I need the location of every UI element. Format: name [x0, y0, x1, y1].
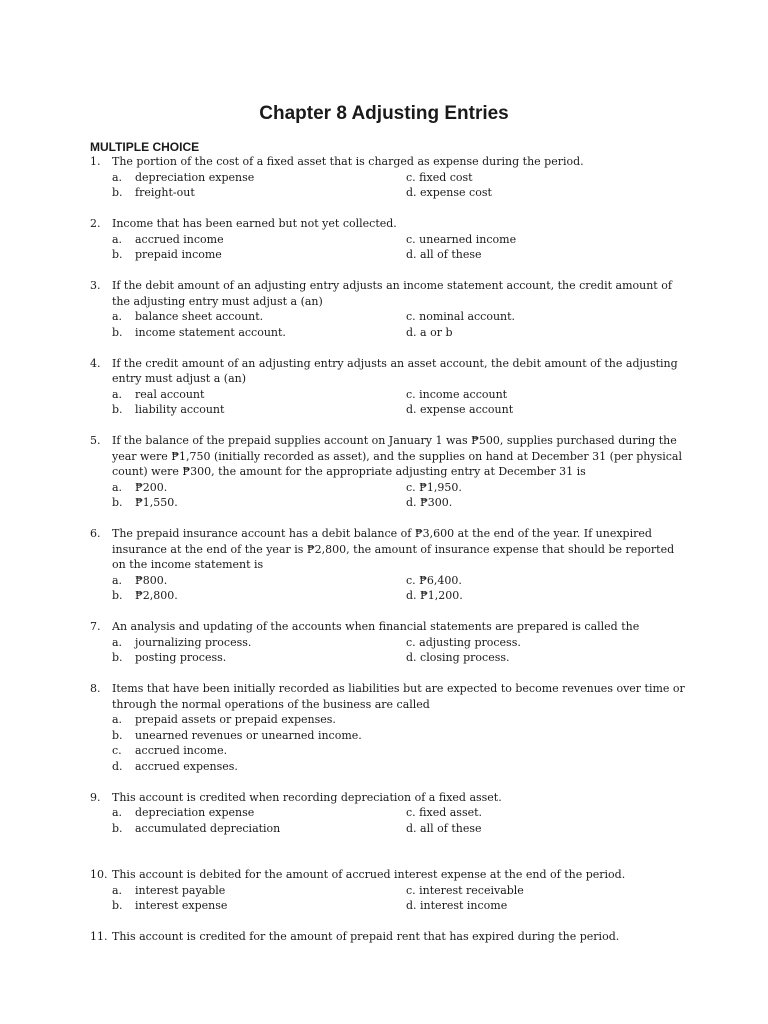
question-1	[90, 154, 690, 201]
choices	[90, 805, 690, 836]
choice-c: c. unearned income	[406, 232, 517, 246]
question-number: 9.	[90, 790, 101, 804]
choices	[90, 170, 690, 201]
choice-d: d. expense cost	[406, 186, 492, 199]
question-8	[90, 681, 690, 774]
choice-c: c. nominal account.	[406, 310, 516, 323]
choice-b: b. posting process.	[112, 651, 227, 664]
question-number: 11.	[90, 930, 108, 943]
choice-b: b. liability account	[112, 403, 225, 416]
choice-d: d. closing process.	[406, 651, 510, 664]
question-number: 8.	[90, 682, 101, 695]
choice-c: c. ₱6,400.	[406, 573, 462, 587]
choice-a: a. depreciation expense	[112, 806, 255, 819]
choice-a: a. journalizing process.	[112, 635, 252, 649]
question-number: 10.	[90, 868, 108, 881]
question-9	[90, 790, 690, 837]
choices	[90, 573, 690, 604]
choice-a: a. prepaid assets or prepaid expenses.	[112, 713, 336, 726]
question-stem: The portion of the cost of a fixed asset that is charged as expense during the period.	[112, 155, 584, 168]
question-number: 3.	[90, 279, 101, 292]
choice-d: d. interest income	[406, 899, 508, 912]
question-stem: An analysis and updating of the accounts when financial statements are prepared is called the	[112, 620, 640, 633]
choice-b: b. interest expense	[112, 899, 228, 912]
question-stem: If the credit amount of an adjusting entry adjusts an asset account, the debit amount of the adjusting entry must adjust a (an)	[112, 356, 678, 385]
question-number: 4.	[90, 356, 101, 370]
choice-c: c. fixed cost	[406, 170, 473, 184]
choice-d: d. a or b	[406, 325, 453, 339]
choice-c: c. income account	[406, 387, 508, 401]
question-3	[90, 278, 690, 340]
choice-b: b. ₱1,550.	[112, 496, 178, 509]
question-11	[90, 929, 690, 945]
choices	[90, 309, 690, 340]
question-6	[90, 526, 690, 604]
question-7	[90, 619, 690, 666]
choices	[90, 635, 690, 666]
question-number: 1.	[90, 155, 101, 168]
choice-a: a. real account	[112, 387, 205, 401]
choices	[90, 387, 690, 418]
choices	[90, 883, 690, 914]
question-stem: If the debit amount of an adjusting entry adjusts an income statement account, the credit amount of the adjusting entry must adjust a (an)	[112, 279, 672, 308]
choice-d: d. all of these	[406, 821, 482, 835]
choice-a: a. ₱200.	[112, 480, 168, 494]
question-stem: If the balance of the prepaid supplies account on January 1 was ₱500, supplies purchased during the year were ₱1,750 (initially recorded as asset), and the supplies on hand at December 31 (per physical count) were ₱300, the amount for the appropriate adjusting entry at December 31 is	[112, 434, 683, 478]
question-stem: Income that has been earned but not yet collected.	[112, 217, 397, 230]
section-heading: MULTIPLE CHOICE	[90, 140, 200, 154]
choice-a: a. accrued income	[112, 232, 224, 246]
document-title: Chapter 8 Adjusting Entries	[259, 103, 509, 124]
choice-b: b. ₱2,800.	[112, 589, 178, 602]
choice-a: a. depreciation expense	[112, 170, 255, 184]
choice-a: a. balance sheet account.	[112, 310, 264, 323]
question-5	[90, 433, 690, 511]
question-number: 5.	[90, 434, 101, 447]
choices	[90, 232, 690, 263]
choice-b: b. income statement account.	[112, 325, 286, 339]
choice-c: c. fixed asset.	[406, 806, 483, 819]
choice-a: a. ₱800.	[112, 573, 168, 587]
question-number: 2.	[90, 217, 101, 230]
choice-d: d. ₱300.	[406, 496, 453, 509]
choice-d: d. accrued expenses.	[112, 759, 238, 773]
choice-d: d. ₱1,200.	[406, 589, 463, 602]
question-stem: Items that have been initially recorded as liabilities but are expected to become revenues over time or through the normal operations of the business are called	[112, 682, 685, 711]
choice-b: b. prepaid income	[112, 248, 222, 261]
choice-c: c. accrued income.	[112, 744, 228, 757]
choice-c: c. adjusting process.	[406, 635, 521, 649]
choice-d: d. expense account	[406, 403, 514, 416]
question-stem: This account is debited for the amount of accrued interest expense at the end of the period.	[112, 868, 626, 881]
choice-b: b. unearned revenues or unearned income.	[112, 728, 362, 742]
choices	[90, 480, 690, 511]
question-stem: This account is credited when recording depreciation of a fixed asset.	[112, 790, 502, 804]
question-list	[90, 154, 690, 960]
choice-c: c. interest receivable	[406, 883, 524, 897]
choice-b: b. freight-out	[112, 186, 195, 199]
choice-d: d. all of these	[406, 248, 482, 261]
question-2	[90, 216, 690, 263]
choices	[90, 712, 690, 774]
choice-b: b. accumulated depreciation	[112, 821, 281, 835]
choice-c: c. ₱1,950.	[406, 480, 462, 494]
choice-a: a. interest payable	[112, 883, 226, 897]
question-10	[90, 867, 690, 914]
question-4	[90, 356, 690, 418]
question-number: 7.	[90, 620, 101, 633]
question-stem: This account is credited for the amount of prepaid rent that has expired during the period.	[112, 930, 620, 943]
question-stem: The prepaid insurance account has a debit balance of ₱3,600 at the end of the year. If unexpired insurance at the end of the year is ₱2,800, the amount of insurance expense that should be reported on the income statement is	[112, 527, 675, 571]
question-number: 6.	[90, 527, 101, 540]
